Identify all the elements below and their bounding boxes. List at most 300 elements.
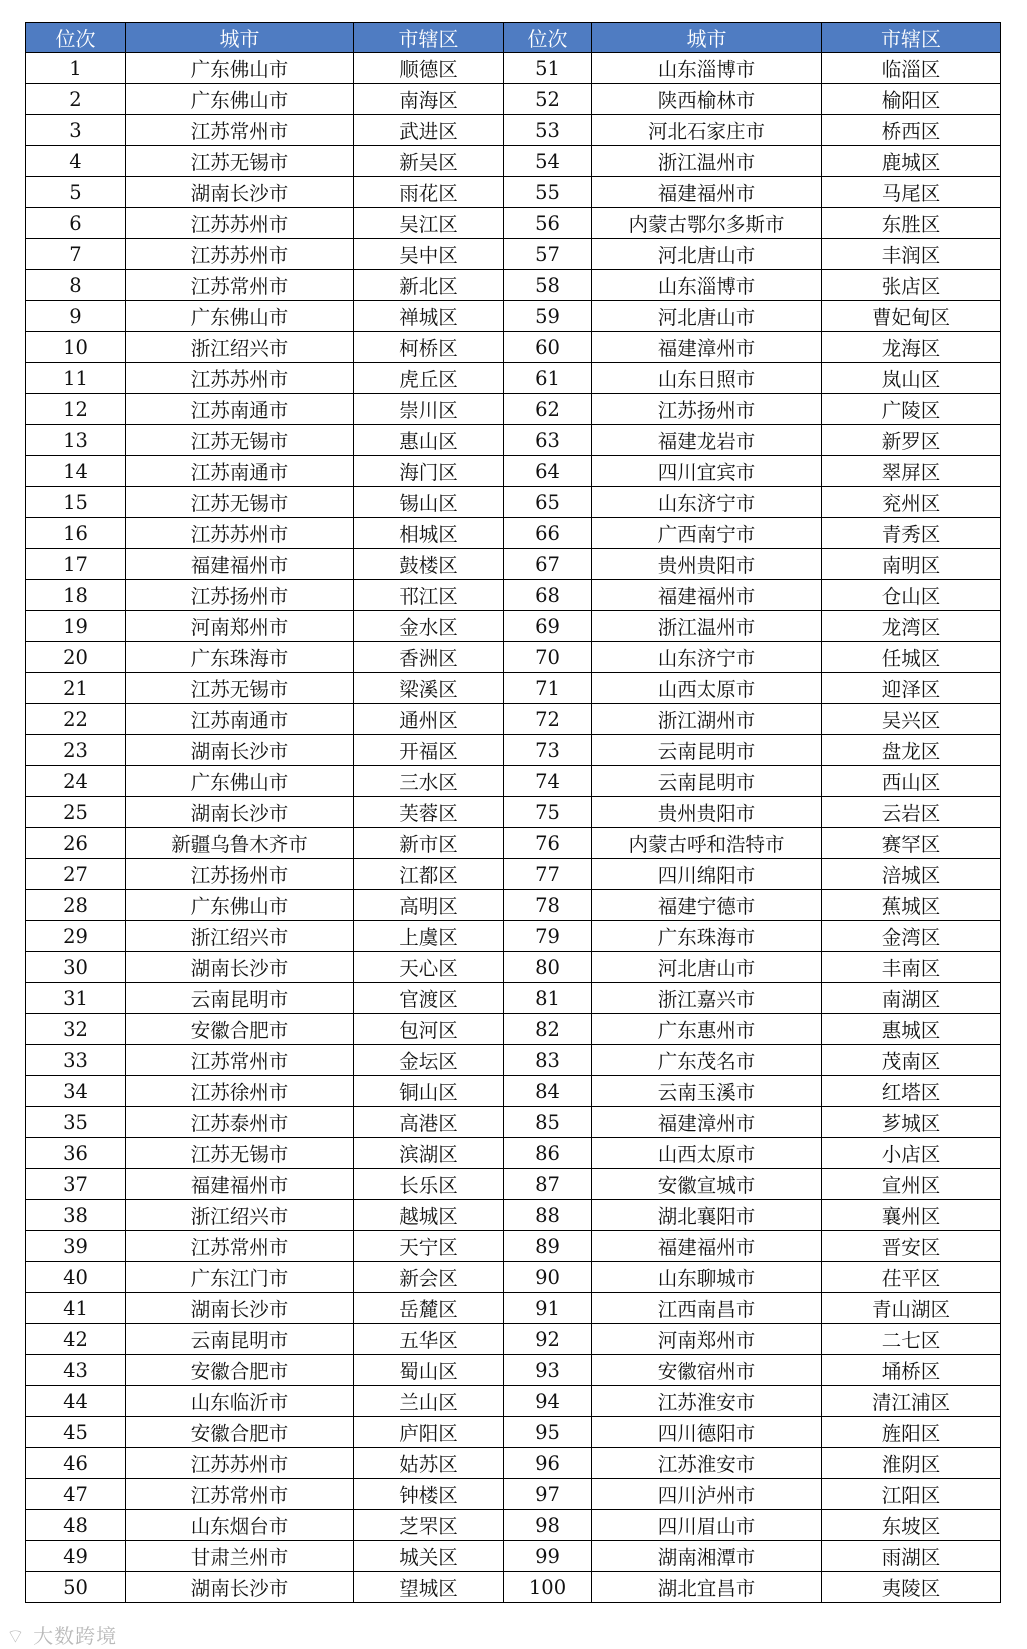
table-row: [26, 549, 1001, 580]
table-row: [26, 921, 1001, 952]
cell-rank: 4: [26, 146, 126, 177]
cell-district: 淮阴区: [822, 1448, 1001, 1479]
cell-rank: 63: [504, 425, 592, 456]
cell-rank: 98: [504, 1510, 592, 1541]
cell-city: 福建宁德市: [592, 890, 822, 921]
table-row: [26, 1510, 1001, 1541]
cell-city: 河南郑州市: [126, 611, 354, 642]
cell-rank: 25: [26, 797, 126, 828]
cell-rank: 58: [504, 270, 592, 301]
cell-district: 官渡区: [354, 983, 504, 1014]
cell-city: 江苏扬州市: [592, 394, 822, 425]
cell-rank: 16: [26, 518, 126, 549]
cell-city: 湖南长沙市: [126, 1572, 354, 1603]
cell-district: 吴江区: [354, 208, 504, 239]
cell-rank: 93: [504, 1355, 592, 1386]
cell-district: 长乐区: [354, 1169, 504, 1200]
table-row: [26, 1448, 1001, 1479]
cell-rank: 23: [26, 735, 126, 766]
ranking-table: [25, 22, 1001, 1603]
cell-city: 广东珠海市: [592, 921, 822, 952]
cell-district: 东胜区: [822, 208, 1001, 239]
cell-rank: 97: [504, 1479, 592, 1510]
cell-city: 安徽合肥市: [126, 1417, 354, 1448]
cell-city: 江苏南通市: [126, 456, 354, 487]
cell-district: 锡山区: [354, 487, 504, 518]
cell-city: 山西太原市: [592, 1138, 822, 1169]
cell-city: 贵州贵阳市: [592, 549, 822, 580]
cell-district: 金湾区: [822, 921, 1001, 952]
cell-district: 三水区: [354, 766, 504, 797]
header-city-right: 城市: [592, 23, 822, 53]
cell-city: 浙江绍兴市: [126, 332, 354, 363]
table-row: [26, 890, 1001, 921]
cell-district: 埇桥区: [822, 1355, 1001, 1386]
cell-rank: 81: [504, 983, 592, 1014]
cell-city: 山东淄博市: [592, 270, 822, 301]
cell-district: 惠城区: [822, 1014, 1001, 1045]
cell-rank: 45: [26, 1417, 126, 1448]
cell-district: 蜀山区: [354, 1355, 504, 1386]
cell-city: 江苏苏州市: [126, 208, 354, 239]
cell-rank: 34: [26, 1076, 126, 1107]
cell-rank: 92: [504, 1324, 592, 1355]
table-row: [26, 1324, 1001, 1355]
cell-rank: 36: [26, 1138, 126, 1169]
cell-district: 晋安区: [822, 1231, 1001, 1262]
cell-rank: 96: [504, 1448, 592, 1479]
table-row: [26, 580, 1001, 611]
table-row: [26, 363, 1001, 394]
cell-district: 迎泽区: [822, 673, 1001, 704]
cell-rank: 99: [504, 1541, 592, 1572]
table-row: [26, 983, 1001, 1014]
cell-rank: 77: [504, 859, 592, 890]
cell-rank: 89: [504, 1231, 592, 1262]
cell-district: 旌阳区: [822, 1417, 1001, 1448]
cell-district: 张店区: [822, 270, 1001, 301]
cell-city: 湖南长沙市: [126, 952, 354, 983]
cell-rank: 30: [26, 952, 126, 983]
cell-district: 龙湾区: [822, 611, 1001, 642]
cell-district: 金水区: [354, 611, 504, 642]
cell-rank: 82: [504, 1014, 592, 1045]
cell-rank: 10: [26, 332, 126, 363]
cell-district: 雨湖区: [822, 1541, 1001, 1572]
cell-rank: 100: [504, 1572, 592, 1603]
cell-city: 云南昆明市: [126, 983, 354, 1014]
table-row: [26, 1479, 1001, 1510]
cell-city: 山东淄博市: [592, 53, 822, 84]
cell-city: 江苏苏州市: [126, 239, 354, 270]
cell-rank: 42: [26, 1324, 126, 1355]
cell-city: 浙江温州市: [592, 611, 822, 642]
cell-city: 山东济宁市: [592, 487, 822, 518]
cell-city: 山东济宁市: [592, 642, 822, 673]
table-row: [26, 425, 1001, 456]
cell-city: 安徽合肥市: [126, 1014, 354, 1045]
cell-city: 湖北宜昌市: [592, 1572, 822, 1603]
table-row: [26, 1355, 1001, 1386]
cell-rank: 33: [26, 1045, 126, 1076]
cell-city: 江西南昌市: [592, 1293, 822, 1324]
table-row: [26, 611, 1001, 642]
cell-district: 宣州区: [822, 1169, 1001, 1200]
cell-city: 山东聊城市: [592, 1262, 822, 1293]
cell-city: 江苏常州市: [126, 270, 354, 301]
cell-rank: 68: [504, 580, 592, 611]
cell-district: 青山湖区: [822, 1293, 1001, 1324]
cell-rank: 47: [26, 1479, 126, 1510]
cell-city: 山东烟台市: [126, 1510, 354, 1541]
cell-rank: 75: [504, 797, 592, 828]
cell-city: 四川德阳市: [592, 1417, 822, 1448]
cell-district: 广陵区: [822, 394, 1001, 425]
cell-city: 江苏无锡市: [126, 1138, 354, 1169]
cell-rank: 88: [504, 1200, 592, 1231]
cell-district: 高明区: [354, 890, 504, 921]
cell-district: 滨湖区: [354, 1138, 504, 1169]
cell-city: 四川眉山市: [592, 1510, 822, 1541]
table-row: [26, 332, 1001, 363]
table-row: [26, 301, 1001, 332]
cell-district: 钟楼区: [354, 1479, 504, 1510]
cell-rank: 32: [26, 1014, 126, 1045]
cell-rank: 14: [26, 456, 126, 487]
cell-city: 河北唐山市: [592, 952, 822, 983]
table-row: [26, 1262, 1001, 1293]
cell-rank: 5: [26, 177, 126, 208]
cell-rank: 11: [26, 363, 126, 394]
cell-city: 江苏扬州市: [126, 580, 354, 611]
table-row: [26, 146, 1001, 177]
cell-rank: 53: [504, 115, 592, 146]
cell-city: 湖南长沙市: [126, 735, 354, 766]
cell-city: 江苏常州市: [126, 1045, 354, 1076]
cell-district: 茌平区: [822, 1262, 1001, 1293]
cell-city: 福建福州市: [126, 549, 354, 580]
cell-district: 邗江区: [354, 580, 504, 611]
table-row: [26, 208, 1001, 239]
table-row: [26, 487, 1001, 518]
cell-rank: 22: [26, 704, 126, 735]
cell-city: 福建福州市: [592, 177, 822, 208]
cell-district: 新北区: [354, 270, 504, 301]
cell-city: 河北唐山市: [592, 239, 822, 270]
cell-district: 榆阳区: [822, 84, 1001, 115]
cell-city: 广东茂名市: [592, 1045, 822, 1076]
cell-city: 安徽宿州市: [592, 1355, 822, 1386]
cell-district: 小店区: [822, 1138, 1001, 1169]
cell-rank: 29: [26, 921, 126, 952]
table-row: [26, 1076, 1001, 1107]
cell-district: 武进区: [354, 115, 504, 146]
cell-district: 顺德区: [354, 53, 504, 84]
cell-city: 江苏无锡市: [126, 146, 354, 177]
cell-rank: 3: [26, 115, 126, 146]
cell-district: 任城区: [822, 642, 1001, 673]
cell-district: 江都区: [354, 859, 504, 890]
cell-city: 江苏常州市: [126, 1231, 354, 1262]
table-row: [26, 797, 1001, 828]
cell-rank: 31: [26, 983, 126, 1014]
cell-rank: 21: [26, 673, 126, 704]
cell-rank: 55: [504, 177, 592, 208]
cell-city: 浙江湖州市: [592, 704, 822, 735]
table-row: [26, 1045, 1001, 1076]
cell-district: 雨花区: [354, 177, 504, 208]
cell-district: 龙海区: [822, 332, 1001, 363]
cell-city: 浙江嘉兴市: [592, 983, 822, 1014]
cell-district: 南海区: [354, 84, 504, 115]
cell-city: 广东佛山市: [126, 84, 354, 115]
cell-district: 禅城区: [354, 301, 504, 332]
watermark-text: 大数跨境: [33, 1624, 118, 1648]
table-row: [26, 1572, 1001, 1603]
cell-city: 山东日照市: [592, 363, 822, 394]
cell-rank: 50: [26, 1572, 126, 1603]
cell-city: 山西太原市: [592, 673, 822, 704]
table-row: [26, 704, 1001, 735]
table-row: [26, 270, 1001, 301]
cell-city: 广东佛山市: [126, 53, 354, 84]
cell-rank: 19: [26, 611, 126, 642]
table-header-row: [26, 23, 1001, 53]
cell-rank: 56: [504, 208, 592, 239]
cell-rank: 87: [504, 1169, 592, 1200]
cell-rank: 66: [504, 518, 592, 549]
table-row: [26, 859, 1001, 890]
cell-city: 江苏南通市: [126, 704, 354, 735]
cell-district: 芙蓉区: [354, 797, 504, 828]
cell-rank: 37: [26, 1169, 126, 1200]
table-row: [26, 828, 1001, 859]
cell-rank: 59: [504, 301, 592, 332]
cell-district: 通州区: [354, 704, 504, 735]
cell-rank: 17: [26, 549, 126, 580]
cell-rank: 86: [504, 1138, 592, 1169]
cell-rank: 1: [26, 53, 126, 84]
cell-rank: 91: [504, 1293, 592, 1324]
cell-district: 上虞区: [354, 921, 504, 952]
cell-district: 姑苏区: [354, 1448, 504, 1479]
header-rank-right: 位次: [504, 23, 592, 53]
cell-rank: 67: [504, 549, 592, 580]
cell-city: 广东珠海市: [126, 642, 354, 673]
cell-rank: 2: [26, 84, 126, 115]
table-row: [26, 1293, 1001, 1324]
table-row: [26, 1200, 1001, 1231]
cell-city: 云南昆明市: [126, 1324, 354, 1355]
cell-city: 福建漳州市: [592, 332, 822, 363]
cell-rank: 6: [26, 208, 126, 239]
cell-district: 夷陵区: [822, 1572, 1001, 1603]
header-district-left: 市辖区: [354, 23, 504, 53]
cell-city: 江苏苏州市: [126, 363, 354, 394]
cell-rank: 78: [504, 890, 592, 921]
cell-district: 新会区: [354, 1262, 504, 1293]
cell-rank: 83: [504, 1045, 592, 1076]
cell-district: 兰山区: [354, 1386, 504, 1417]
table-row: [26, 115, 1001, 146]
cell-city: 新疆乌鲁木齐市: [126, 828, 354, 859]
cell-rank: 48: [26, 1510, 126, 1541]
table-row: [26, 1417, 1001, 1448]
cell-city: 湖南湘潭市: [592, 1541, 822, 1572]
cell-district: 清江浦区: [822, 1386, 1001, 1417]
cell-city: 福建福州市: [592, 1231, 822, 1262]
table-row: [26, 456, 1001, 487]
table-row: [26, 394, 1001, 425]
cell-district: 红塔区: [822, 1076, 1001, 1107]
cell-district: 兖州区: [822, 487, 1001, 518]
table-row: [26, 766, 1001, 797]
cell-city: 江苏扬州市: [126, 859, 354, 890]
table-row: [26, 53, 1001, 84]
table-row: [26, 518, 1001, 549]
cell-district: 芝罘区: [354, 1510, 504, 1541]
cell-city: 福建福州市: [126, 1169, 354, 1200]
cell-district: 青秀区: [822, 518, 1001, 549]
cell-rank: 41: [26, 1293, 126, 1324]
cell-district: 柯桥区: [354, 332, 504, 363]
cell-city: 广东江门市: [126, 1262, 354, 1293]
cell-city: 云南玉溪市: [592, 1076, 822, 1107]
table-body: [26, 53, 1001, 1603]
cell-rank: 72: [504, 704, 592, 735]
cell-rank: 44: [26, 1386, 126, 1417]
cell-district: 惠山区: [354, 425, 504, 456]
cell-rank: 40: [26, 1262, 126, 1293]
table-row: [26, 735, 1001, 766]
cell-district: 城关区: [354, 1541, 504, 1572]
header-rank-left: 位次: [26, 23, 126, 53]
cell-rank: 27: [26, 859, 126, 890]
cell-city: 贵州贵阳市: [592, 797, 822, 828]
table-row: [26, 1541, 1001, 1572]
cell-district: 赛罕区: [822, 828, 1001, 859]
cell-rank: 20: [26, 642, 126, 673]
cell-city: 安徽宣城市: [592, 1169, 822, 1200]
table-row: [26, 1386, 1001, 1417]
cell-district: 岚山区: [822, 363, 1001, 394]
cell-city: 河北石家庄市: [592, 115, 822, 146]
cell-district: 丰南区: [822, 952, 1001, 983]
cell-district: 东坡区: [822, 1510, 1001, 1541]
table-row: [26, 1231, 1001, 1262]
cell-city: 福建漳州市: [592, 1107, 822, 1138]
cell-rank: 46: [26, 1448, 126, 1479]
cell-district: 高港区: [354, 1107, 504, 1138]
cell-district: 望城区: [354, 1572, 504, 1603]
cell-district: 吴中区: [354, 239, 504, 270]
cell-city: 广东佛山市: [126, 890, 354, 921]
cell-district: 包河区: [354, 1014, 504, 1045]
cell-rank: 80: [504, 952, 592, 983]
cell-rank: 61: [504, 363, 592, 394]
table-row: [26, 1138, 1001, 1169]
cell-district: 开福区: [354, 735, 504, 766]
cell-city: 云南昆明市: [592, 735, 822, 766]
cell-district: 临淄区: [822, 53, 1001, 84]
cell-rank: 94: [504, 1386, 592, 1417]
cell-city: 江苏南通市: [126, 394, 354, 425]
table-row: [26, 239, 1001, 270]
cell-city: 四川泸州市: [592, 1479, 822, 1510]
cell-city: 江苏淮安市: [592, 1386, 822, 1417]
cell-city: 江苏泰州市: [126, 1107, 354, 1138]
table-row: [26, 84, 1001, 115]
cell-rank: 7: [26, 239, 126, 270]
cell-rank: 74: [504, 766, 592, 797]
cell-rank: 95: [504, 1417, 592, 1448]
cell-district: 鹿城区: [822, 146, 1001, 177]
cell-city: 江苏淮安市: [592, 1448, 822, 1479]
cell-city: 江苏无锡市: [126, 425, 354, 456]
cell-city: 甘肃兰州市: [126, 1541, 354, 1572]
cell-district: 天宁区: [354, 1231, 504, 1262]
cell-city: 江苏常州市: [126, 115, 354, 146]
cell-district: 云岩区: [822, 797, 1001, 828]
cell-district: 五华区: [354, 1324, 504, 1355]
cell-district: 仓山区: [822, 580, 1001, 611]
cell-rank: 39: [26, 1231, 126, 1262]
cell-rank: 52: [504, 84, 592, 115]
cell-district: 桥西区: [822, 115, 1001, 146]
cell-district: 岳麓区: [354, 1293, 504, 1324]
cell-rank: 8: [26, 270, 126, 301]
cell-rank: 79: [504, 921, 592, 952]
cell-city: 四川绵阳市: [592, 859, 822, 890]
cell-city: 湖北襄阳市: [592, 1200, 822, 1231]
cell-rank: 84: [504, 1076, 592, 1107]
cell-city: 陕西榆林市: [592, 84, 822, 115]
cell-rank: 69: [504, 611, 592, 642]
cell-rank: 26: [26, 828, 126, 859]
cell-rank: 24: [26, 766, 126, 797]
cell-city: 江苏无锡市: [126, 487, 354, 518]
cell-city: 内蒙古鄂尔多斯市: [592, 208, 822, 239]
cell-city: 江苏苏州市: [126, 1448, 354, 1479]
cell-district: 崇川区: [354, 394, 504, 425]
cell-district: 吴兴区: [822, 704, 1001, 735]
cell-district: 金坛区: [354, 1045, 504, 1076]
cell-city: 浙江绍兴市: [126, 1200, 354, 1231]
cell-district: 马尾区: [822, 177, 1001, 208]
cell-district: 二七区: [822, 1324, 1001, 1355]
header-city-left: 城市: [126, 23, 354, 53]
cell-district: 丰润区: [822, 239, 1001, 270]
cell-city: 江苏徐州市: [126, 1076, 354, 1107]
cell-district: 天心区: [354, 952, 504, 983]
cell-city: 湖南长沙市: [126, 1293, 354, 1324]
cell-district: 江阳区: [822, 1479, 1001, 1510]
cell-rank: 9: [26, 301, 126, 332]
cell-city: 湖南长沙市: [126, 797, 354, 828]
cell-city: 江苏苏州市: [126, 518, 354, 549]
cell-rank: 18: [26, 580, 126, 611]
cell-rank: 64: [504, 456, 592, 487]
cell-rank: 28: [26, 890, 126, 921]
cell-district: 芗城区: [822, 1107, 1001, 1138]
cell-rank: 38: [26, 1200, 126, 1231]
cell-district: 盘龙区: [822, 735, 1001, 766]
cell-city: 山东临沂市: [126, 1386, 354, 1417]
cell-district: 海门区: [354, 456, 504, 487]
cell-district: 越城区: [354, 1200, 504, 1231]
cell-district: 曹妃甸区: [822, 301, 1001, 332]
cell-district: 香洲区: [354, 642, 504, 673]
